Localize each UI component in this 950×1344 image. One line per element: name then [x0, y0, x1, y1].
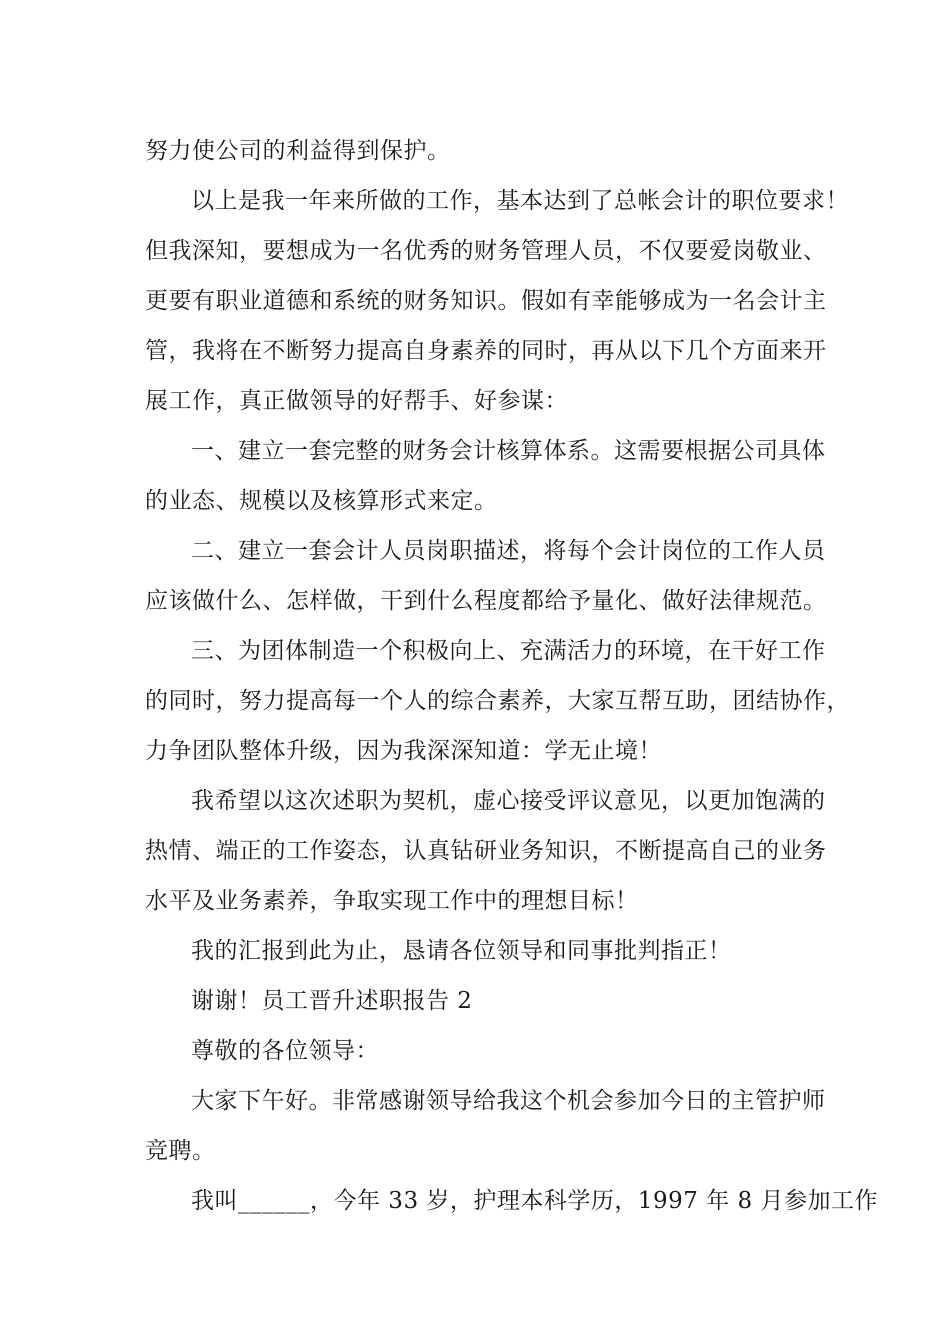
paragraph-start: 三、为团体制造一个积极向上、充满活力的环境，在干好工作 — [191, 638, 826, 664]
paragraph-start: 我叫______，今年 33 岁，护理本科学历，1997 年 8 月参加工作 — [191, 1188, 878, 1214]
text-line: 管，我将在不断努力提高自身素养的同时，再从以下几个方面来开 — [145, 338, 827, 364]
paragraph-start: 我希望以这次述职为契机，虚心接受评议意见，以更加饱满的 — [191, 788, 826, 814]
salutation: 尊敬的各位领导： — [191, 1038, 379, 1064]
text-line: 努力使公司的利益得到保护。 — [145, 138, 451, 164]
section-heading: 谢谢！员工晋升述职报告 2 — [191, 988, 473, 1014]
text-line: 热情、端正的工作姿态，认真钻研业务知识，不断提高自己的业务 — [145, 838, 827, 864]
text-line: 更要有职业道德和系统的财务知识。假如有幸能够成为一名会计主 — [145, 288, 827, 314]
paragraph-start: 二、建立一套会计人员岗职描述，将每个会计岗位的工作人员 — [191, 538, 826, 564]
paragraph-start: 一、建立一套完整的财务会计核算体系。这需要根据公司具体 — [191, 438, 826, 464]
paragraph-start: 大家下午好。非常感谢领导给我这个机会参加今日的主管护师 — [191, 1088, 826, 1114]
paragraph-start: 以上是我一年来所做的工作，基本达到了总帐会计的职位要求！ — [191, 188, 849, 214]
text-line: 水平及业务素养，争取实现工作中的理想目标！ — [145, 888, 639, 914]
text-line: 力争团队整体升级，因为我深深知道：学无止境！ — [145, 738, 662, 764]
text-line: 的业态、规模以及核算形式来定。 — [145, 488, 498, 514]
paragraph-start: 我的汇报到此为止，恳请各位领导和同事批判指正！ — [191, 938, 732, 964]
text-line: 但我深知，要想成为一名优秀的财务管理人员，不仅要爱岗敬业、 — [145, 238, 827, 264]
text-line: 竞聘。 — [145, 1138, 216, 1164]
text-line: 展工作，真正做领导的好帮手、好参谋： — [145, 388, 568, 414]
text-line: 的同时，努力提高每一个人的综合素养，大家互帮互助，团结协作， — [145, 688, 850, 714]
text-line: 应该做什么、怎样做，干到什么程度都给予量化、做好法律规范。 — [145, 588, 827, 614]
